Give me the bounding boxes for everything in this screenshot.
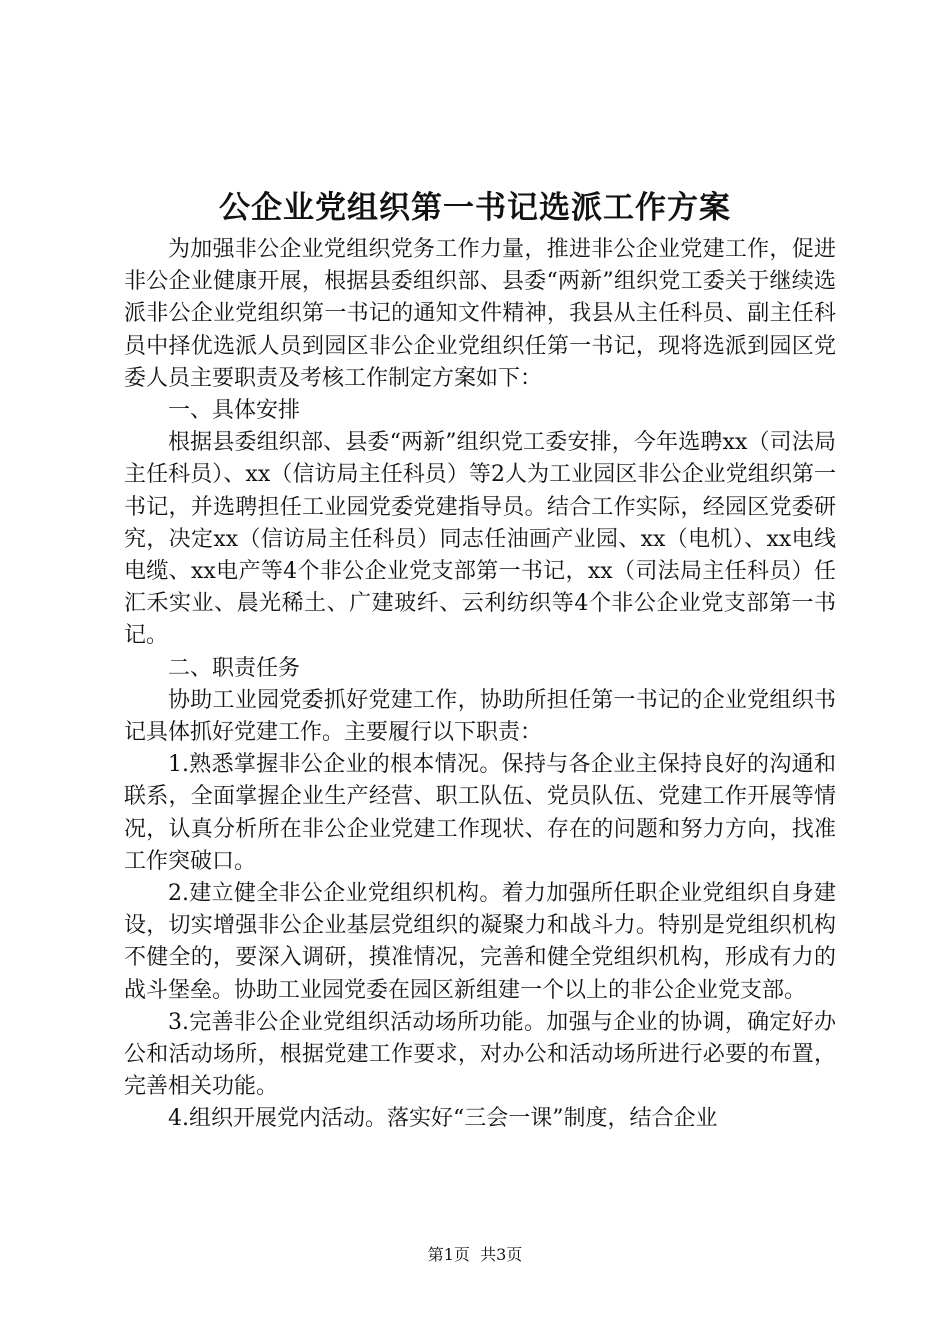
duty-item-3: 3.完善非公企业党组织活动场所功能。加强与企业的协调，确定好办公和活动场所，根据党建工作要求，对办公和活动场所进行必要的布置，完善相关功能。	[124, 1009, 836, 1100]
arrangement-paragraph: 根据县委组织部、县委“两新”组织党工委安排，今年选聘xx（司法局主任科员）、xx（信访局主任科员）等2人为工业园区非公企业党组织第一书记，并选聘担任工业园党委党建指导员。结合工作实际，经园区党委研究，决定xx（信访局主任科员）同志任油画产业园、xx（电机）、xx电线电缆、xx电产等4个非公企业党支部第一书记，xx（司法局主任科员）任汇禾实业、晨光稀土、广建玻纤、云利纺织等4个非公企业党支部第一书记。	[124, 430, 836, 649]
page-number: 第1页	[427, 1245, 470, 1264]
intro-paragraph: 为加强非公企业党组织党务工作力量，推进非公企业党建工作，促进非公企业健康开展，根据县委组织部、县委“两新”组织党工委关于继续选派非公企业党组织第一书记的通知文件精神，我县从主任科员、副主任科员中择优选派人员到园区非公企业党组织任第一书记，现将选派到园区党委人员主要职责及考核工作制定方案如下：	[124, 237, 836, 391]
page-footer	[0, 1244, 950, 1266]
section-heading-duties: 二、职责任务	[168, 655, 301, 681]
duty-item-2: 2.建立健全非公企业党组织机构。着力加强所任职企业党组织自身建设，切实增强非公企业基层党组织的凝聚力和战斗力。特别是党组织机构不健全的，要深入调研，摸准情况，完善和健全党组织机构，形成有力的战斗堡垒。协助工业园党委在园区新组建一个以上的非公企业党支部。	[124, 881, 836, 1003]
document-title: 公企业党组织第一书记选派工作方案	[219, 190, 731, 226]
page-total: 共3页	[480, 1245, 523, 1264]
document-body	[124, 234, 836, 1136]
duties-intro-paragraph: 协助工业园党委抓好党建工作，协助所担任第一书记的企业党组织书记具体抓好党建工作。主要履行以下职责：	[124, 687, 836, 746]
duty-item-4: 4.组织开展党内活动。落实好“三会一课”制度，结合企业	[168, 1106, 718, 1132]
duty-item-1: 1.熟悉掌握非公企业的根本情况。保持与各企业主保持良好的沟通和联系，全面掌握企业生产经营、职工队伍、党员队伍、党建工作开展等情况，认真分析所在非公企业党建工作现状、存在的问题和努力方向，找准工作突破口。	[124, 752, 836, 874]
section-heading-arrangement: 一、具体安排	[168, 398, 301, 424]
